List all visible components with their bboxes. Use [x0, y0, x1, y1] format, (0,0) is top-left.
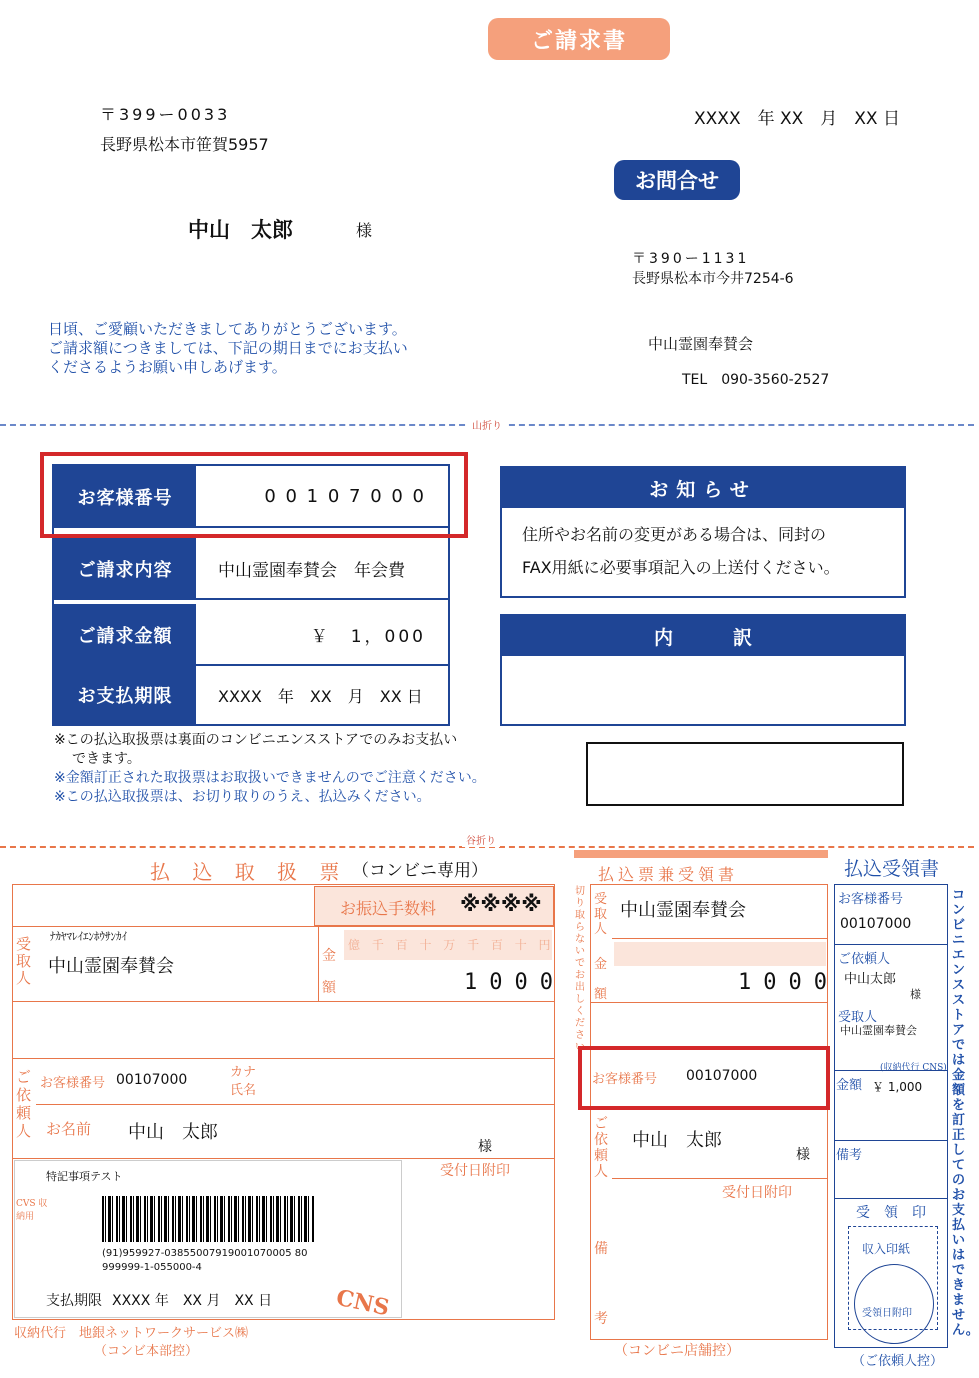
greeting-line-2: ご請求額につきましては、下記の期日までにお支払い — [48, 339, 408, 357]
stub-divider-1 — [834, 944, 948, 945]
slip-agent: 収納代行 地銀ネットワークサービス㈱ — [14, 1326, 249, 1341]
special-note: 特記事項テスト — [46, 1170, 123, 1183]
receipt-honorific: 様 — [796, 1147, 810, 1163]
receipt-customer-no-label: お客様番号 — [592, 1072, 658, 1087]
slip-bottom-divider — [12, 1158, 555, 1159]
receipt-side-text: 切り取らないでお出しください — [575, 886, 585, 1053]
receipt-name: 中山 太郎 — [632, 1130, 722, 1151]
slip-requester-top — [12, 1058, 555, 1059]
slip-payee-name: 中山霊園奉賛会 — [48, 956, 174, 977]
note-3: ※この払込取扱票は、お切り取りのうえ、払込みください。 — [54, 789, 431, 805]
notice-body — [502, 508, 904, 594]
due-date-row — [54, 666, 448, 724]
barcode-line-1: (91)959927-03855007919001070005 80 — [102, 1248, 308, 1259]
billing-content-value: 中山霊園奉賛会 年会費 — [196, 538, 448, 600]
receipt-payee-label: 受取人 — [594, 892, 608, 937]
stub-amount: ￥ 1,000 — [872, 1080, 923, 1094]
stub-side-note: コンビニエンスストアでは金額を訂正してのお支払いはできません。 — [952, 888, 979, 1338]
stub-payee-label: 受取人 — [838, 1010, 878, 1025]
breakdown-title: 内訳 — [502, 616, 904, 656]
greeting-line-3: くださるようお願い申しあげます。 — [48, 358, 287, 376]
stub-requester: 中山太郎 — [844, 972, 897, 987]
stub-requester-label: ご依頼人 — [838, 952, 891, 967]
notice-box — [500, 466, 906, 598]
stub-honorific: 様 — [910, 988, 921, 1001]
slip-name: 中山 太郎 — [128, 1122, 218, 1143]
notice-title: お知らせ — [502, 468, 904, 508]
note-1b: できます。 — [72, 751, 141, 767]
slip-requester-label: ご依頼人 — [16, 1068, 32, 1140]
stub-amount-label: 金額 — [836, 1078, 863, 1093]
receipt-title: 払込票兼受領書 — [598, 865, 739, 884]
cns-logo: CNS — [333, 1284, 392, 1322]
slip-name-label: お名前 — [46, 1120, 92, 1138]
slip-receipt-stamp-label: 受付日附印 — [440, 1163, 510, 1179]
stub-customer-no: 00107000 — [840, 916, 912, 932]
notice-line-1: 住所やお名前の変更がある場合は、同封の — [522, 525, 827, 544]
receipt-digit-header — [614, 942, 826, 966]
greeting-line-1: 日頃、ご愛顧いただきましてありがとうございます。 — [48, 320, 407, 338]
receipt-stamp-label: 受付日附印 — [722, 1185, 792, 1201]
billing-content-row — [54, 538, 448, 600]
receipt-customer-no: 00107000 — [686, 1068, 758, 1084]
slip-payee-label: 受取人 — [16, 935, 32, 987]
stub-agent: (収納代行 CNS) — [880, 1063, 947, 1073]
greeting-text — [48, 320, 408, 377]
contact-address: 長野県松本市今井7254-6 — [632, 271, 794, 287]
slip-customer-no-label: お客様番号 — [40, 1076, 106, 1091]
stub-title: 払込受領書 — [844, 858, 940, 880]
mountain-fold-label: 山折り — [468, 417, 506, 432]
slip-title-sub: （コンビニ専用） — [352, 861, 488, 881]
billing-amount-label: ご請求金額 — [54, 604, 196, 666]
receipt-top-bar — [574, 850, 828, 858]
slip-payee-kana: ﾅｶﾔﾏﾚｲｴﾝﾎｳｻﾝｶｲ — [50, 930, 127, 943]
notice-line-2: FAX用紙に必要事項記入の上送付ください。 — [522, 558, 840, 577]
slip-divider — [318, 926, 319, 1002]
fee-label: お振込手数料 — [340, 899, 437, 918]
receipt-remarks-label: 備考 — [594, 1241, 608, 1327]
barcode-line-2: 999999-1-055000-4 — [102, 1262, 202, 1273]
fee-value: ※※※※ — [460, 892, 542, 916]
receipt-footer: （コンビニ店舗控） — [614, 1343, 740, 1359]
slip-due-label: 支払期限 — [46, 1293, 102, 1309]
recipient-postal: 〒399ー0033 — [100, 105, 231, 124]
stub-seal-label: 受 領 印 — [856, 1205, 926, 1221]
stub-date-stamp: 受領日附印 — [862, 1308, 912, 1319]
contact-tel: TEL 090-3560-2527 — [682, 372, 830, 388]
receipt-stamp-divider — [612, 1178, 828, 1179]
stub-divider-3 — [834, 1140, 948, 1141]
slip-customer-no: 00107000 — [116, 1072, 188, 1088]
valley-fold-label: 谷折り — [462, 832, 500, 847]
slip-kana-label: カナ氏名 — [230, 1065, 257, 1098]
receipt-payee: 中山霊園奉賛会 — [620, 900, 746, 921]
receipt-amount-digits: 1000 — [738, 970, 839, 995]
slip-amount-digits: 1000 — [464, 970, 565, 995]
stub-remarks-label: 備考 — [836, 1148, 863, 1163]
blank-box — [586, 742, 904, 806]
receipt-requester-label: ご依頼人 — [594, 1116, 608, 1180]
recipient-address: 長野県松本市笹賀5957 — [100, 135, 269, 154]
stub-divider-2 — [834, 1070, 948, 1071]
issue-date: XXXX 年 XX 月 XX 日 — [694, 109, 900, 129]
slip-name-divider — [36, 1104, 555, 1105]
customer-number-label: お客様番号 — [54, 466, 196, 528]
document-title: ご請求書 — [488, 18, 670, 60]
receipt-amount-bottom — [590, 1002, 828, 1003]
due-date-value: XXXX 年 XX 月 XX 日 — [218, 686, 423, 706]
contact-title: お問合せ — [614, 160, 740, 200]
stub-stamp-paper: 収入印紙 — [862, 1242, 911, 1256]
payment-barcode — [102, 1196, 314, 1242]
slip-amount-label: 金額 — [322, 948, 336, 996]
slip-due: XXXX 年 XX 月 XX 日 — [112, 1293, 273, 1309]
stub-customer-no-label: お客様番号 — [838, 892, 904, 907]
customer-number-value: 0 0 1 0 7 0 0 0 — [196, 466, 448, 528]
receipt-amount-label: 金額 — [594, 957, 608, 1002]
recipient-honorific: 様 — [356, 221, 373, 240]
slip-digit-labels: 億 千 百 十 万 千 百 十 円 — [348, 938, 555, 952]
billing-amount-row — [54, 604, 448, 666]
note-1a: ※この払込取扱票は裏面のコンビニエンスストアでのみお支払い — [54, 732, 458, 748]
slip-honorific: 様 — [478, 1139, 492, 1155]
note-2: ※金額訂正された取扱票はお取扱いできませんのでご注意ください。 — [54, 770, 486, 786]
recipient-name: 中山 太郎 — [188, 218, 293, 242]
receipt-customer-no-highlight — [578, 1046, 830, 1110]
slip-title: 払 込 取 扱 票 — [150, 860, 348, 884]
stub-payee: 中山霊園奉賛会 — [840, 1024, 917, 1037]
receipt-amount-top — [612, 938, 828, 939]
stub-footer: （ご依頼人控） — [852, 1354, 944, 1369]
breakdown-box — [500, 614, 906, 726]
contact-org: 中山霊園奉賛会 — [648, 335, 754, 353]
billing-amount-value: ￥ 1，000 — [196, 604, 448, 666]
customer-number-highlight — [40, 452, 468, 538]
contact-postal: 〒390ー1131 — [632, 251, 750, 267]
due-date-label: お支払期限 — [54, 666, 196, 724]
notes — [54, 731, 486, 807]
slip-agent-copy: （コンビ本部控） — [94, 1344, 199, 1359]
stub-divider-4 — [834, 1198, 948, 1199]
billing-content-label: ご請求内容 — [54, 538, 196, 600]
cvs-label: CVS 収納用 — [16, 1199, 48, 1222]
